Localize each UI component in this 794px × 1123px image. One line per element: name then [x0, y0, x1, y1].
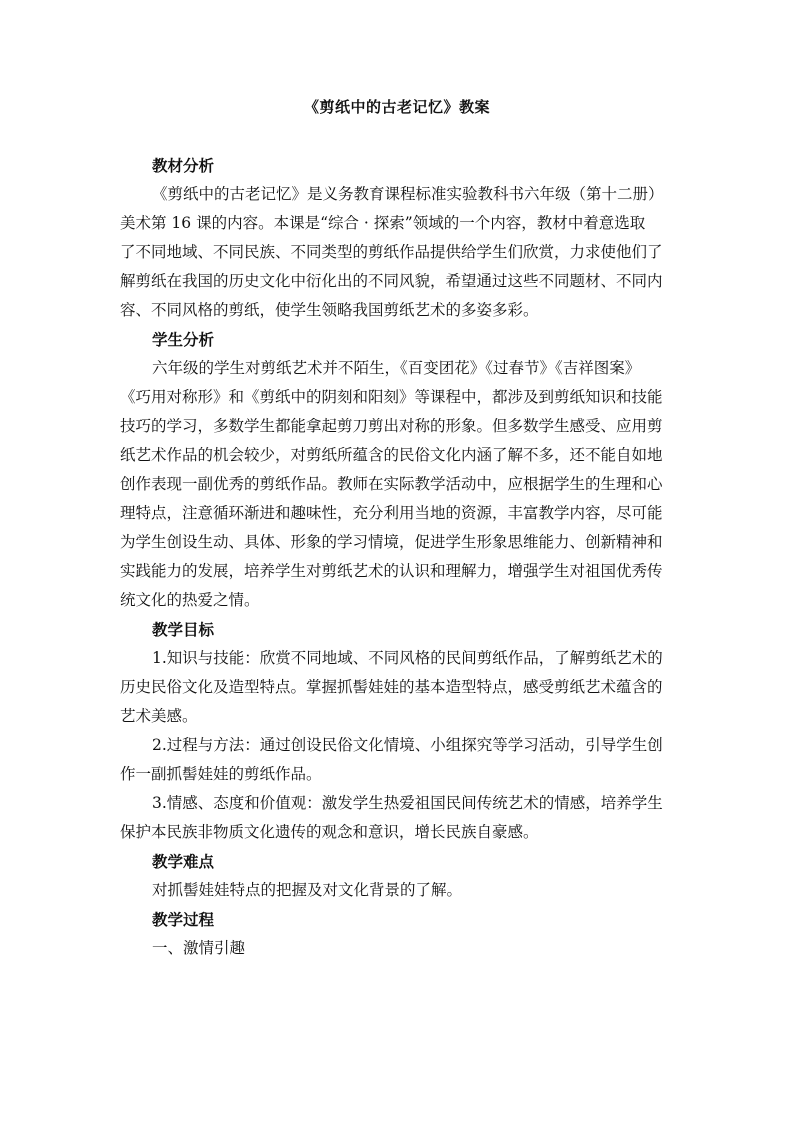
paragraph-line: 为学生创设生动、具体、形象的学习情境，促进学生形象思维能力、创新精神和: [120, 533, 663, 551]
document-title: 《剪纸中的古老记忆》教案: [303, 98, 490, 116]
paragraph-line: 3.情感、态度和价值观：激发学生热爱祖国民间传统艺术的情感，培养学生: [152, 794, 663, 812]
paragraph-line: 纸艺术作品的机会较少，对剪纸所蕴含的民俗文化内涵了解不多，还不能自如地: [120, 446, 663, 464]
paragraph-line: 《巧用对称形》和《剪纸中的阴刻和阳刻》等课程中，都涉及到剪纸知识和技能: [120, 388, 663, 406]
paragraph-line: 技巧的学习，多数学生都能拿起剪刀剪出对称的形象。但多数学生感受、应用剪: [120, 417, 663, 435]
paragraph-line: 了不同地域、不同民族、不同类型的剪纸作品提供给学生们欣赏，力求使他们了: [120, 243, 663, 261]
section-heading: 学生分析: [152, 330, 215, 349]
paragraph-line: 2.过程与方法：通过创设民俗文化情境、小组探究等学习活动，引导学生创: [152, 736, 663, 754]
paragraph-line: 创作表现一副优秀的剪纸作品。教师在实际教学活动中，应根据学生的生理和心: [120, 475, 663, 493]
paragraph-line: 容、不同风格的剪纸，使学生领略我国剪纸艺术的多姿多彩。: [120, 301, 539, 319]
paragraph-line: 艺术美感。: [120, 707, 198, 725]
paragraph-line: 统文化的热爱之情。: [120, 591, 260, 609]
paragraph-line: 实践能力的发展，培养学生对剪纸艺术的认识和理解力，增强学生对祖国优秀传: [120, 562, 663, 580]
document-body: [120, 151, 676, 963]
section-heading: 教学过程: [152, 910, 215, 929]
paragraph-line: 解剪纸在我国的历史文化中衍化出的不同风貌，希望通过这些不同题材、不同内: [120, 272, 663, 290]
paragraph-line: 保护本民族非物质文化遗传的观念和意识，增长民族自豪感。: [120, 823, 539, 841]
paragraph-line: 理特点，注意循环渐进和趣味性，充分利用当地的资源，丰富教学内容，尽可能: [120, 504, 663, 522]
paragraph-line: 一、激情引趣: [152, 939, 246, 957]
paragraph-line: 美术第 16 课的内容。本课是“综合 · 探索”领域的一个内容，教材中着意选取: [120, 214, 646, 232]
section-heading: 教学难点: [152, 852, 215, 871]
paragraph-line: 对抓髻娃娃特点的把握及对文化背景的了解。: [152, 881, 463, 899]
paragraph-line: 《剪纸中的古老记忆》是义务教育课程标准实验教科书六年级（第十二册）: [152, 185, 664, 203]
paragraph-line: 历史民俗文化及造型特点。掌握抓髻娃娃的基本造型特点，感受剪纸艺术蕴含的: [120, 678, 663, 696]
paragraph-line: 六年级的学生对剪纸艺术并不陌生，《百变团花》《过春节》《吉祥图案》: [152, 359, 641, 377]
paragraph-line: 作一副抓髻娃娃的剪纸作品。: [120, 765, 322, 783]
section-heading: 教材分析: [152, 156, 215, 175]
paragraph-line: 1.知识与技能：欣赏不同地域、不同风格的民间剪纸作品，了解剪纸艺术的: [152, 649, 663, 667]
section-heading: 教学目标: [152, 620, 215, 639]
